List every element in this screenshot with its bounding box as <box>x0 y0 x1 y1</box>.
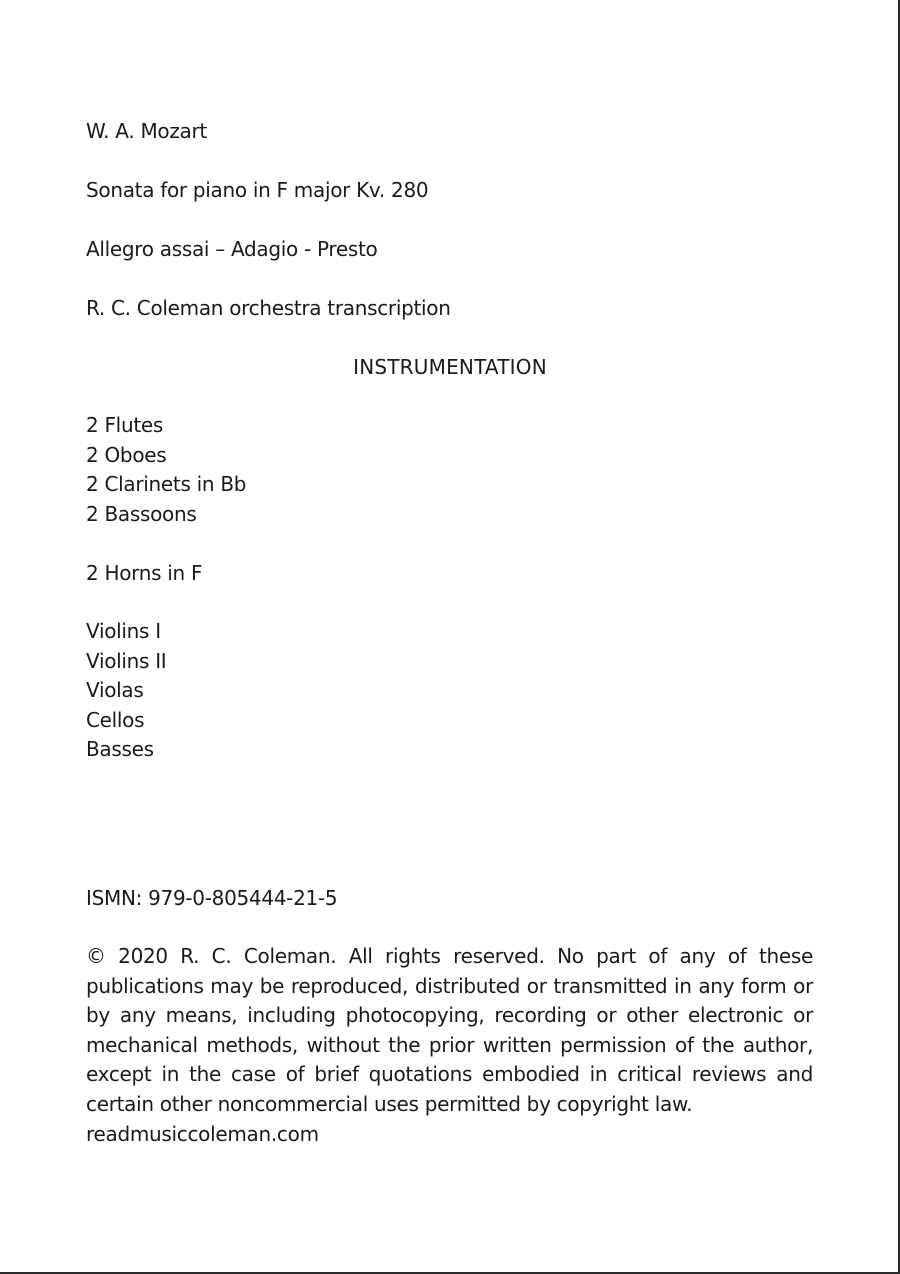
list-item: 2 Horns in F <box>86 561 203 585</box>
brass-list <box>86 559 202 589</box>
movements: Allegro assai – Adagio - Presto <box>86 237 378 261</box>
composer-name: W. A. Mozart <box>86 119 207 143</box>
list-item: Violas <box>86 678 144 703</box>
work-title: Sonata for piano in F major Kv. 280 <box>86 178 429 202</box>
instrumentation-heading: INSTRUMENTATION <box>353 355 547 379</box>
list-item: Cellos <box>86 707 145 732</box>
list-item: 2 Oboes <box>86 442 167 467</box>
list-item: 2 Clarinets in Bb <box>86 472 247 497</box>
list-item: Violins II <box>86 648 167 673</box>
website-link[interactable]: readmusiccoleman.com <box>86 1122 319 1146</box>
woodwinds-list <box>86 411 246 529</box>
copyright-notice: © 2020 R. C. Coleman. All rights reserved. No part of any of these publications may be reproduced, distributed or transmitted in any form or by any means, including photocopying, recording or other electronic or mechanical methods, without the prior written permission of the author, except in the case of brief quotations embodied in critical reviews and certain other noncommercial uses permitted by copyright law. <box>86 944 813 1116</box>
list-item: 2 Bassoons <box>86 501 197 526</box>
list-item: Violins I <box>86 619 161 643</box>
strings-list <box>86 617 166 765</box>
arranger-credit: R. C. Coleman orchestra transcription <box>86 296 451 320</box>
ismn-number: ISMN: 979-0-805444-21-5 <box>86 886 338 910</box>
list-item: Basses <box>86 737 154 762</box>
list-item: 2 Flutes <box>86 413 163 437</box>
